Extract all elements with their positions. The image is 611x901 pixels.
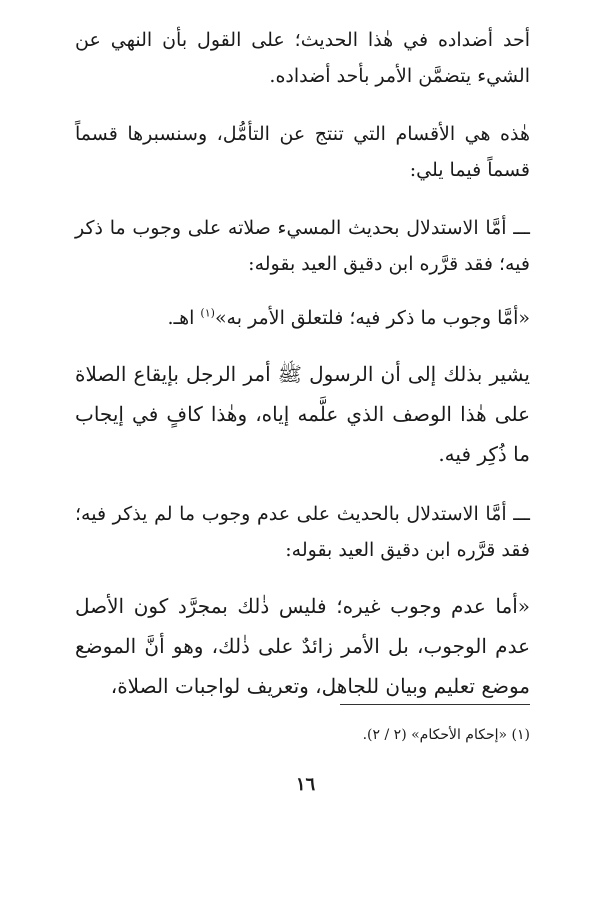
paragraph-2: هٰذه هي الأقسام التي تنتج عن التأمُّل، وسنسبرها قسماً قسماً فيما يلي: bbox=[75, 123, 530, 181]
footnote: (١) «إحكام الأحكام» (٢ / ٢). bbox=[362, 727, 530, 743]
paragraph-5: يشير بذلك إلى أن الرسول ﷺ أمر الرجل بإيقاع الصلاة على هٰذا الوصف الذي علَّمه إياه، وهٰذا كافٍ في إيجاب ما ذُكِر فيه. bbox=[75, 362, 530, 466]
page-number: ١٦ bbox=[295, 774, 316, 795]
quote-2: «أما عدم وجوب غيره؛ فليس ذٰلك بمجرَّد كون الأصل عدم الوجوب، بل الأمر زائدٌ على ذٰلك، وهو أنَّ الموضع موضع تعليم وبيان للجاهل، وتعريف لواجبات الصلاة، bbox=[75, 594, 530, 698]
footnote-separator bbox=[340, 704, 530, 705]
quote-1-text: «أمَّا وجوب ما ذكر فيه؛ فلتعلق الأمر به» bbox=[214, 307, 530, 329]
paragraph-6: ـــ أمَّا الاستدلال بالحديث على عدم وجوب ما لم يذكر فيه؛ فقد قرَّره ابن دقيق العيد بقوله: bbox=[75, 503, 530, 561]
page-body bbox=[75, 22, 530, 706]
paragraph-3: ـــ أمَّا الاستدلال بحديث المسيء صلاته على وجوب ما ذكر فيه؛ فقد قرَّره ابن دقيق العيد بقوله: bbox=[75, 217, 530, 275]
footnote-reference: (١) bbox=[200, 306, 215, 320]
paragraph-1: أحد أضداده في هٰذا الحديث؛ على القول بأن النهي عن الشيء يتضمَّن الأمر بأحد أضداده. bbox=[75, 29, 530, 87]
quote-1-tail: اهـ. bbox=[167, 307, 201, 329]
quote-1 bbox=[75, 300, 530, 336]
